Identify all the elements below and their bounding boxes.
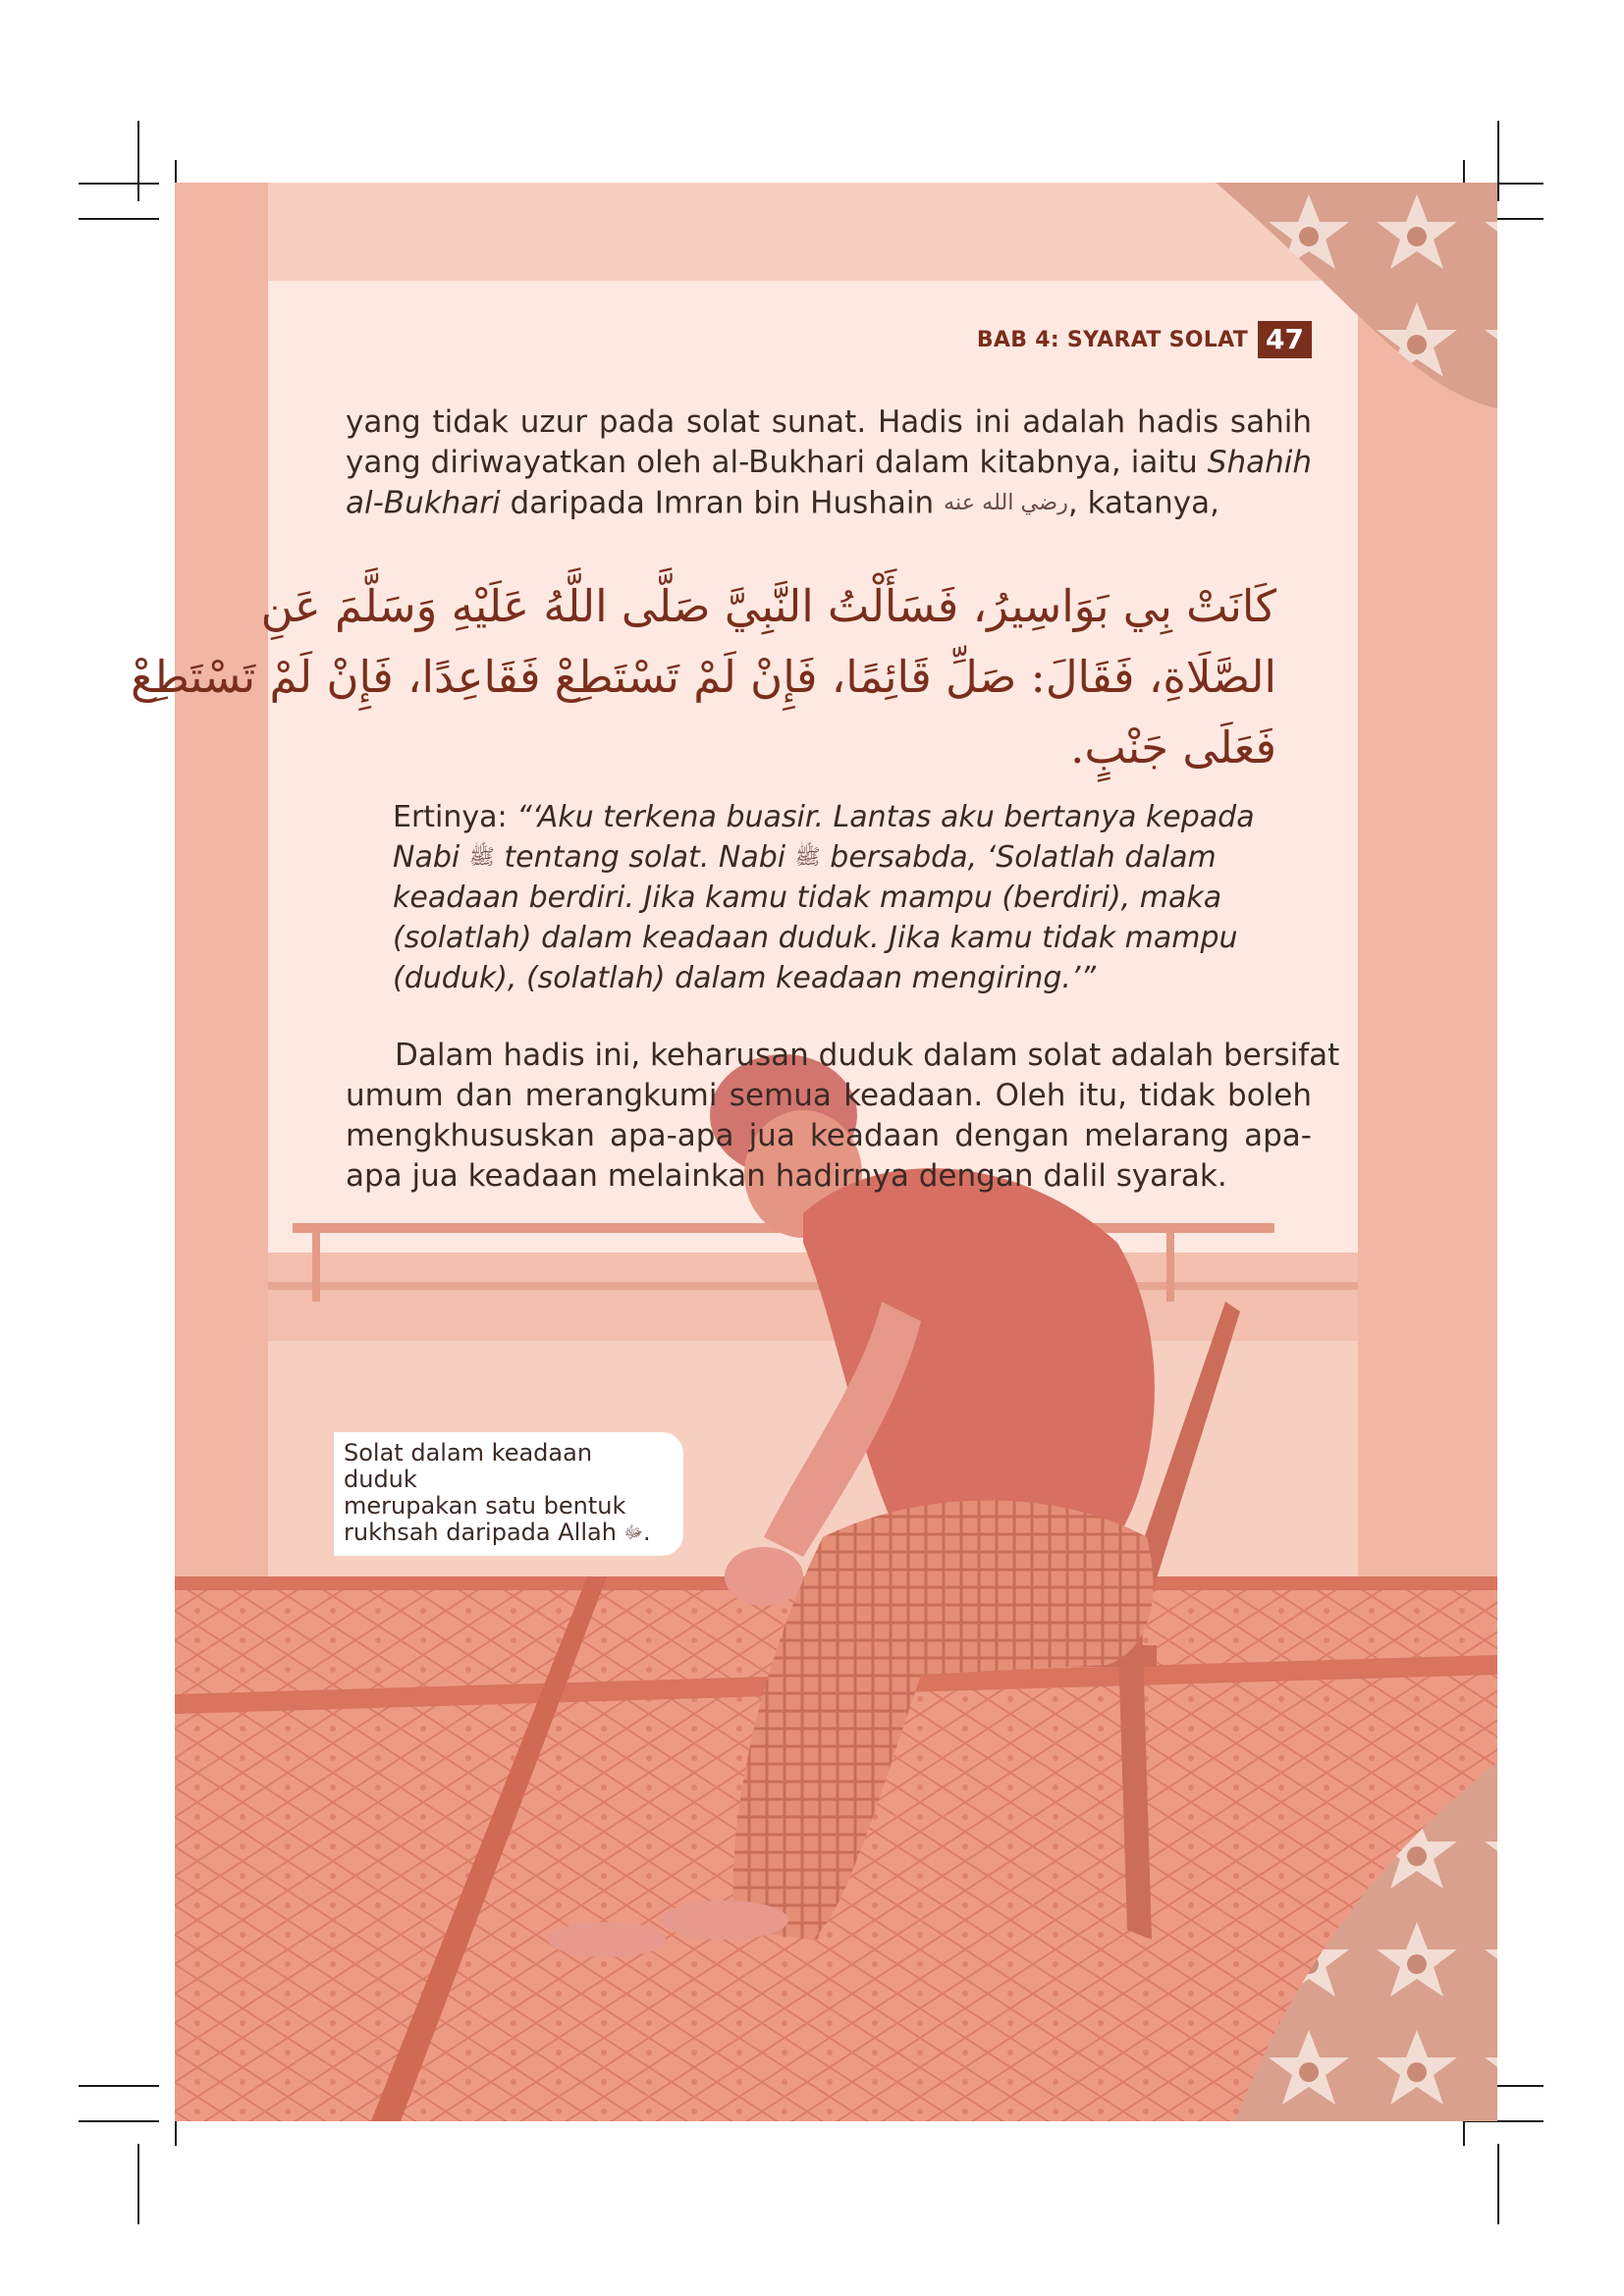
running-header (977, 321, 1312, 358)
text-span: Nabi (393, 840, 469, 876)
text-span: rukhsah daripada Allah (344, 1519, 624, 1546)
text-line: mengkhususkan apa-apa jua keadaan dengan melarang apa- (346, 1118, 1312, 1153)
arabic-line: فَعَلَى جَنْبٍ. (1070, 721, 1276, 774)
arabic-line: كَانَتْ بِي بَوَاسِيرُ، فَسَأَلْتُ النَّبِيَّ صَلَّى اللَّهُ عَلَيْهِ وَسَلَّمَ عَنِ (260, 580, 1276, 632)
text-span: bersabda, ‘Solatlah dalam (820, 840, 1217, 876)
paragraph-intro (346, 402, 1312, 523)
hadith-arabic (131, 571, 1276, 783)
paragraph-explanation (346, 1036, 1340, 1197)
text-span: , katanya, (1067, 485, 1219, 521)
honorific-glyph: رضي الله عنه (944, 490, 1068, 515)
text-span: keadaan berdiri. Jika kamu tidak mampu (berdiri), maka (393, 881, 1222, 916)
text-line (346, 443, 1312, 483)
text-line: yang tidak uzur pada solat sunat. Hadis ini adalah hadis sahih (346, 404, 1312, 440)
text-line (393, 918, 1276, 958)
text-line (393, 797, 1276, 837)
text-line (393, 837, 1276, 878)
text-line: umum dan merangkumi semua keadaan. Oleh itu, tidak boleh (346, 1078, 1312, 1113)
arabic-line: الصَّلَاةِ، فَقَالَ: صَلِّ قَائِمًا، فَإِنْ لَمْ تَسْتَطِعْ فَقَاعِدًا، فَإِنْ لَمْ تَسْتَطِعْ (131, 651, 1276, 703)
honorific-glyph: ﷺ (794, 845, 821, 870)
text-line: apa jua keadaan melainkan hadirnya dengan dalil syarak. (346, 1158, 1227, 1194)
honorific-glyph: ﷺ (468, 845, 495, 870)
book-title: Shahih (1207, 445, 1312, 480)
text-span: “‘Aku terkena buasir. Lantas aku bertanya kepada (516, 800, 1255, 834)
text-span: . (643, 1519, 651, 1546)
caption-line (344, 1520, 670, 1546)
text-span: tentang solat. Nabi (494, 840, 795, 876)
text-span: (solatlah) dalam keadaan duduk. Jika kamu tidak mampu (393, 921, 1238, 956)
text-line (346, 483, 1312, 523)
chapter-label: BAB 4: SYARAT SOLAT (976, 327, 1249, 352)
text-line: Dalam hadis ini, keharusan duduk dalam solat adalah bersifat (395, 1038, 1340, 1073)
text-span: daripada Imran bin Hushain (500, 485, 945, 521)
text-span: (duduk), (solatlah) dalam keadaan mengiring.’” (393, 961, 1097, 996)
translation-prefix: Ertinya: (393, 800, 517, 834)
book-title: al-Bukhari (346, 485, 501, 521)
text-line (393, 958, 1276, 998)
photo-caption (334, 1432, 683, 1556)
honorific-glyph: ﷻ (623, 1522, 644, 1543)
caption-line: Solat dalam keadaan duduk (344, 1439, 593, 1493)
caption-line: merupakan satu bentuk (344, 1492, 626, 1520)
page-number: 47 (1258, 321, 1312, 358)
text-line (393, 878, 1276, 918)
text-span: yang diriwayatkan oleh al-Bukhari dalam kitabnya, iaitu (346, 445, 1208, 480)
hadith-translation (393, 797, 1276, 998)
